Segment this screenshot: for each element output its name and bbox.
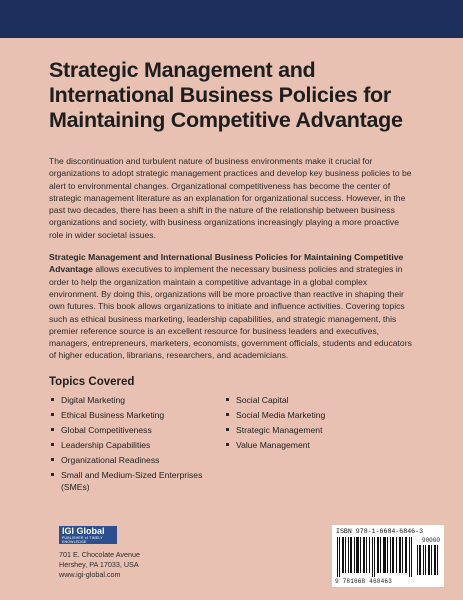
description-paragraph-1: The discontinuation and turbulent nature of business environments make it crucial for organizations to adopt strategic management practices and develop key business policies to be alert to environmental changes. Organizational competitiveness has become the center of strategic management literature as an explanation for organizational success. However, in the past two decades, there has been a shift in the nature of the relationship between business organizations and society, with business organizations increasingly playing a more proactive role in wider societal issues. — [49, 156, 412, 240]
book-title: Strategic Management and International Business Policies for Maintaining Competitive Advantage — [49, 58, 403, 132]
description-paragraph-2-text: allows executives to implement the necessary business policies and strategies in order to help the organization maintain a competitive advantage in a global complex environment. By doing this, organizations will be more proactive than reactive in shaping their own futures. This book allows organizations to initiate and influence activities. Covering topics such as ethical business marketing, leadership capabilities, and strategic management, this premier reference source is an excellent resource for business leaders and executives, managers, entrepreneurs, marketers, economists, government officials, students and educators of higher education, librarians, researchers, and academicians. — [49, 264, 412, 361]
topic-item: Digital Marketing — [49, 394, 224, 407]
topic-item: Global Competitiveness — [49, 424, 224, 437]
topic-item: Organizational Readiness — [49, 454, 224, 467]
topic-item: Leadership Capabilities — [49, 439, 224, 452]
topic-item: Value Management — [224, 439, 399, 452]
back-cover-content — [49, 58, 414, 496]
address-line-1: 701 E. Chocolate Avenue — [59, 550, 140, 559]
description-paragraph-2 — [49, 251, 414, 362]
publisher-address — [59, 550, 140, 580]
igi-global-logo — [59, 526, 117, 544]
topic-item: Small and Medium-Sized Enterprises (SMEs) — [49, 469, 224, 494]
address-line-2: Hershey, PA 17033, USA — [59, 560, 139, 569]
publisher-website: www.igi-global.com — [59, 570, 121, 579]
barcode-bars — [337, 537, 415, 577]
isbn-barcode — [332, 525, 444, 587]
topics-heading: Topics Covered — [49, 375, 135, 388]
topic-item: Ethical Business Marketing — [49, 409, 224, 422]
book-title-inline: Strategic Management and International Business Policies for Maintaining Competitive Advantage — [49, 252, 404, 275]
logo-text: IGI Global — [62, 526, 105, 536]
barcode-digits: 9 781668 468463 — [335, 578, 393, 585]
topic-item: Social Capital — [224, 394, 399, 407]
top-color-band — [0, 0, 463, 38]
price-barcode-bars — [417, 545, 439, 575]
topic-item: Strategic Management — [224, 424, 399, 437]
topics-column-right — [224, 394, 399, 497]
topics-column-left — [49, 394, 224, 497]
topic-item: Social Media Marketing — [224, 409, 399, 422]
logo-tagline: PUBLISHER of TIMELY KNOWLEDGE — [62, 536, 103, 544]
publisher-block — [59, 526, 140, 580]
price-code: 90000 — [421, 537, 440, 544]
isbn-number: ISBN 978-1-6684-6846-3 — [336, 528, 424, 535]
topics-list — [49, 394, 414, 497]
